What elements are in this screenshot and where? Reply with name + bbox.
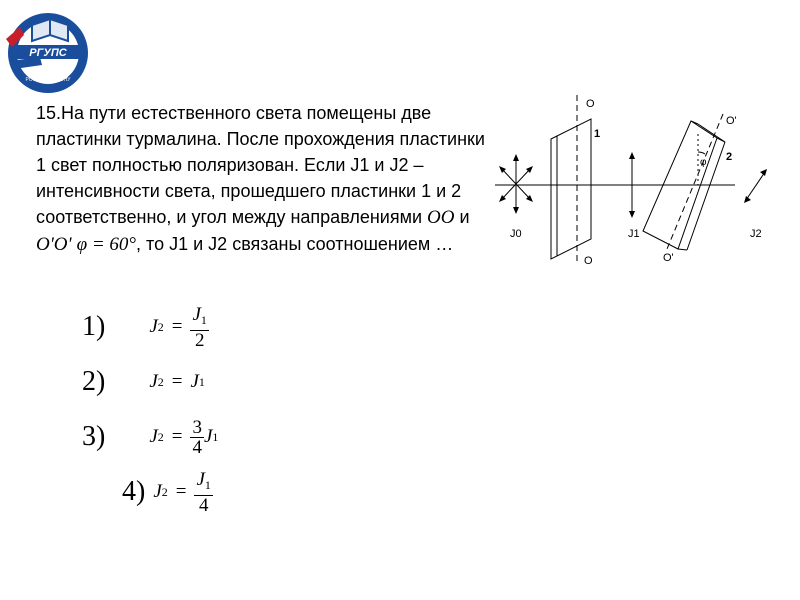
answer-formula: J 2 = $\frac{J_1}{2}$: [149, 303, 207, 351]
answer-option-2[interactable]: [82, 357, 205, 407]
answer-option-4[interactable]: [122, 467, 213, 517]
answer-number: 4): [122, 476, 146, 507]
answer-formula: J 2 = $\frac{3}{4}$ J 1: [149, 416, 219, 458]
logo-text: РГУПС: [29, 47, 67, 59]
answer-formula: J 2 = $\frac{J_1}{4}$: [153, 468, 211, 516]
answer-number: 3): [82, 421, 106, 452]
answer-number: 1): [82, 311, 106, 342]
label-o-prime-top: O': [726, 115, 737, 127]
angle-phi: φ = 60°: [76, 234, 137, 255]
label-plate-2: 2: [726, 151, 733, 163]
question-text: 15.На пути естественного света помещены две пластинки турмалина. После прохождения пластинки 1 свет полностью поляризован. Если J1 и J2 – интенсивности света, прошедшего пластинки 1 и 2 соответственно, и угол между направлениями OO и O'O' φ = 60°, то J1 и J2 связаны соотношением …: [36, 103, 485, 255]
university-logo: [2, 5, 94, 97]
label-o-bottom: O: [584, 255, 593, 267]
logo-ring-text: РОСТОВ-НА-ДОНУ: [25, 77, 71, 83]
label-phi: φ: [700, 157, 707, 168]
axis-oo: OO: [427, 207, 455, 228]
label-o-top: O: [586, 98, 595, 110]
label-j2: J2: [750, 228, 762, 240]
label-plate-1: 1: [594, 128, 601, 140]
label-j1: J1: [628, 228, 640, 240]
answer-number: 2): [82, 366, 106, 397]
label-j0: J0: [510, 228, 522, 240]
answer-formula: J 2 = J 1: [149, 371, 205, 392]
axis-oo-prime: O'O': [36, 234, 72, 255]
answer-option-1[interactable]: [82, 302, 209, 352]
tourmaline-diagram: [495, 92, 800, 274]
answer-option-3[interactable]: [82, 412, 218, 462]
label-o-prime-bottom: O': [663, 252, 674, 264]
